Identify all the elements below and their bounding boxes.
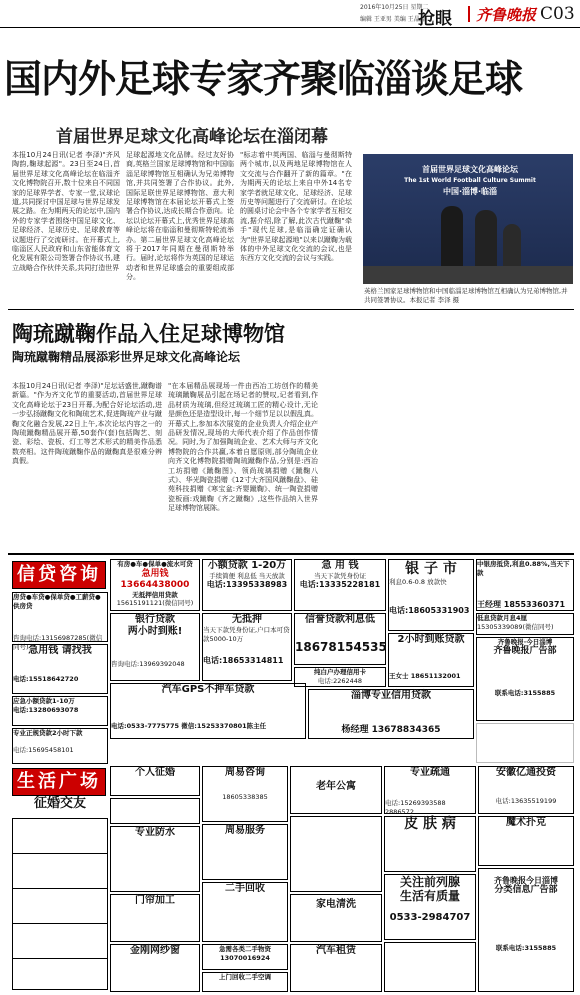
ad-phone: 13070016924 <box>220 953 270 962</box>
banner-line3: 中国·淄博·临淄 <box>442 187 498 196</box>
ad-box <box>294 559 386 611</box>
ad-phone: 联系电话:3155885 <box>494 689 556 697</box>
ad-box <box>202 944 288 970</box>
ad-title: 急需各类二手物资 <box>219 945 271 953</box>
ad-box <box>388 633 474 687</box>
divider <box>8 553 574 555</box>
ad-box <box>202 559 292 611</box>
ad-phone: 咨询电话:13156987285(微信同号) <box>13 634 103 651</box>
ad-box <box>308 689 474 739</box>
ad-phone: 电话:13635519199 <box>495 797 557 805</box>
ad-title: 魔术扑克 <box>506 817 546 828</box>
ad-box <box>290 894 382 942</box>
ad-phone: 电话:13395338983 <box>206 579 288 589</box>
ad-subtitle: 无抵押信用贷款 <box>132 590 178 599</box>
divider <box>8 309 574 310</box>
ad-phone: 15615191121(微信同号) <box>116 599 194 607</box>
ad-box <box>110 613 200 681</box>
ad-phone: 王女士 18651132001 <box>389 672 461 680</box>
ad-title: 皮 肤 病 <box>404 816 456 832</box>
ad-title: 急 用 钱 <box>321 560 359 571</box>
ad-text: 当天下款凭身份证 <box>314 572 366 580</box>
article2-title: 陶琉蹴鞠作品入住足球博物馆 <box>12 322 285 346</box>
ad-phone: 杨经理 13678834365 <box>341 725 441 735</box>
ad-box <box>12 798 108 818</box>
ad-box <box>202 972 288 992</box>
ad-column <box>12 818 108 990</box>
ad-title: 门帘加工 <box>135 895 175 906</box>
ad-title: 个人征婚 <box>135 767 175 778</box>
ad-title: 齐鲁晚报·今日淄博 <box>497 638 553 646</box>
ad-title: 汽车租赁 <box>316 945 356 956</box>
banner-line1: 首届世界足球文化高峰论坛 <box>422 165 518 174</box>
category-xindai: 信贷咨询 <box>12 561 106 589</box>
ad-phone: 急用钱13664438000 <box>120 568 190 590</box>
ad-title: 关注前列腺 <box>399 875 460 889</box>
ad-title: 周易服务 <box>225 825 265 836</box>
ad-title: 专业疏通 <box>410 767 450 778</box>
ad-box <box>476 637 574 721</box>
ad-title: 应急小额贷款1-10万 <box>13 697 75 705</box>
ad-phone: 电话:2262448 <box>317 676 363 685</box>
header-separator <box>468 6 470 22</box>
photo-podium <box>363 266 573 284</box>
ad-box <box>202 882 288 942</box>
ad-title: 小额贷款 1-20万 <box>207 560 287 571</box>
ad-title: 征婚交友 <box>33 796 86 811</box>
ad-box <box>384 816 476 872</box>
ad-phone: 15305339089(微信同号) <box>477 622 554 631</box>
ad-title: 家电清洗 <box>316 899 356 910</box>
headline: 国内外足球专家齐聚临淄谈足球 <box>4 57 523 101</box>
ad-title: 2小时到账贷款 <box>397 634 465 645</box>
newspaper-logo: 齐鲁晚报 <box>476 6 537 24</box>
article1-col3: "标志着中英两国、临淄与曼彻斯特两个城市,以及两地足球博物馆在人文交流与合作翻开了新的篇章。"在为期两天的论坛上来自中外14名专家学者就足球文化、足球经济、足球历史等问题进行了交流研讨。在论坛的圆桌讨论会中各个专家学者互相交流,据介绍,除了解,此次古代蹴鞠"牵手"现代足球,是临淄确定证确认为"世界足球起源地"以来以蹴鞠为载体的中外足球文化交流的会议,也是东西方文化交流的会议与实践。 <box>240 151 352 263</box>
ad-box <box>110 766 200 796</box>
ad-box <box>110 683 306 739</box>
ad-title: 急用钱 请找我 <box>28 645 92 656</box>
ad-box <box>110 894 200 942</box>
ad-title: 有房●车●保单●流水可贷 <box>117 560 193 568</box>
ad-text: 当天下款凭身份证,户口本可贷款5000-10万 <box>203 626 290 643</box>
ad-title: 房贷●车贷●保单贷●工薪贷●供房贷 <box>13 593 101 610</box>
ad-box <box>12 696 108 726</box>
ad-title: 中银房抵贷,利息0.88%,当天下款 <box>477 560 570 577</box>
ad-box <box>478 816 574 866</box>
ad-subtitle: 生活有质量 <box>399 889 460 903</box>
ad-phone: 联系电话:3155885 <box>495 944 557 952</box>
article2-col1: 本报10月24日讯(记者 李泽)"足坛话盛世,蹴鞠谱新篇。"作为齐文化节的重要活动,首届世界足球文化高峰论坛于23日开幕,为配合好论坛活动,进一步弘扬蹴鞠文化和陶琉艺术,促进陶琉产业与蹴鞠文化融合发展,22日上午,本次论坛内容之一的陶琉蹴鞠精品展开幕,50套作(套)包括陶艺、刻瓷、彩绘、瓷板、灯工等艺术形式的精美作品悉数亮相。这件陶琉蹴鞠作品的蹴鞠真是很难分辨真假。 <box>12 382 162 466</box>
ad-phone: 0533-2984707 <box>389 912 471 923</box>
ad-box <box>12 728 108 764</box>
article2-subtitle: 陶琉蹴鞠精品展添彩世界足球文化高峰论坛 <box>12 350 241 364</box>
ad-phone: 18605338385 <box>222 793 268 801</box>
ad-box <box>202 824 288 880</box>
ad-title: 淄博专业信用贷款 <box>351 690 431 701</box>
ad-title: 专业防水 <box>135 827 175 838</box>
ad-box <box>202 613 292 681</box>
ad-phone: 电话:15269393588 2886572 <box>385 799 446 816</box>
category-shenghuo: 生活广场 <box>12 768 106 796</box>
ad-box <box>476 613 574 635</box>
ad-title: 银行贷款 <box>135 614 175 625</box>
ad-box <box>202 766 288 822</box>
ad-box <box>384 874 476 940</box>
ad-box <box>384 766 476 814</box>
ad-box <box>294 613 386 665</box>
ad-phone: 王经理 18553360371 <box>477 600 566 609</box>
ad-title: 银 子 市 <box>405 561 457 577</box>
photo-caption: 英格兰国家足球博物馆和中国临淄足球博物馆互相确认为兄弟博物馆,并共同签署协议。本报记者 李泽 摄 <box>364 287 568 304</box>
editor-credit: 编辑 王亚男 美编 王晶晶 <box>360 16 426 23</box>
ad-box <box>478 868 574 992</box>
article1-col1: 本报10月24日讯(记者 李泽)"齐风陶韵,鞠球起源"。23日至24日,首届世界足球文化高峰论坛在临淄齐文化博物院召开,数十位来自不同国家的足球界学者、专家一堂,议球论道,共同探讨中国足球与世界足球发展之路。在为期两天的论坛中,国内外的专家学者围绕中国足球文化、足球经济、足球历史、足球教育等议题进行了交流研讨。在开幕式上,临淄区人民政府和山东省能体育文化发展有限公司签署合作协议书,建立战略合作伙伴关系,共同打造世界 <box>12 151 120 272</box>
ad-title: 老年公寓 <box>316 781 356 792</box>
ad-title: 汽车GPS不押车贷款 <box>161 684 255 695</box>
ad-phone: 电话:15695458101 <box>13 745 74 754</box>
ad-title: 二手回收 <box>225 883 265 894</box>
ad-box <box>110 944 200 992</box>
ad-title: 信誉贷款利息低 <box>305 614 375 625</box>
headline-subtitle: 首届世界足球文化高峰论坛在淄闭幕 <box>56 127 328 147</box>
ad-text: 手续简便 利息低 当天放款 <box>209 572 285 580</box>
ad-phone: 电话:15518642720 <box>13 675 79 683</box>
ad-box <box>476 723 574 763</box>
ad-title: 金刚网纱窗 <box>130 945 180 956</box>
ad-phone: 电话:18653314811 <box>203 656 284 665</box>
ad-box <box>290 766 382 814</box>
ad-phone: 18678154535 <box>295 640 387 654</box>
ad-text: 利息0.6-0.8 放款快 <box>389 578 447 586</box>
ad-box <box>290 944 382 992</box>
ad-title: 专业正规贷款2小时下款 <box>13 729 83 737</box>
ad-subtitle: 两小时到账! <box>127 626 183 637</box>
section-title: 抢眼 <box>418 9 452 29</box>
ad-subtitle: 齐鲁晚报广告部 <box>493 645 557 656</box>
ad-subtitle: 分类信息广告部 <box>494 884 558 895</box>
ad-box <box>12 644 108 694</box>
ad-phone: 电话:13335228181 <box>299 579 381 589</box>
article1-col2: 足球起源地文化品牌。经过友好协商,英格兰国家足球博物馆和中国临淄足球博物馆互相确认为兄弟博物馆,并共同签署了合作协议。此外,国际足联世界足球博物馆、意大利足球博物馆在本届论坛开幕式上签署合作协议,达成长期合作意向。论坛以论坛开幕式上,优秀世界足球高峰论坛将在临淄和曼彻斯特轮流举办。第二届世界足球文化高峰论坛将于2017年同期在曼彻斯特举行。届时,论坛将作为英国的足球运动者和世界足球盛会的重要组成部分。 <box>126 151 234 282</box>
ad-title: 无抵押 <box>232 614 262 625</box>
ad-box <box>294 667 386 687</box>
ad-phone: 电话:13280693078 <box>13 705 79 714</box>
ad-title: 低息贷款月息4厘 <box>477 614 528 622</box>
ad-phone: 电话:0533-7775775 微信:15253370801陈主任 <box>111 722 267 730</box>
ad-phone: 电话:18605331903 <box>389 605 470 615</box>
ad-box <box>476 559 574 611</box>
ad-box <box>384 942 476 992</box>
ad-phone: 咨询电话:13969392048 <box>111 660 185 668</box>
banner-line2: The 1st World Football Culture Summit <box>404 177 536 184</box>
ad-box <box>110 559 200 611</box>
ad-box <box>388 559 474 631</box>
article2-col2: "在本届精品展现场一件由西冶工坊创作的精美琉璃蹴鞠展品引起在场记者的赞叹,记者看到,作品材质为琉璃,但经过琉璃工匠的精心设计,无论是颜色还是造型设计,每一个细节足以以假乱真。开幕式上,参加本次展览的企业负责人介绍企业产品研发情况,现场的大师代表介绍了作品创作情况。同时,为了加强陶琉企业、艺术大师与齐文化博物院的合作共赢,本着自愿原则,部分陶琉企业向齐文化博物院捐赠陶琉蹴鞠作品,分别是:西冶工坊捐赠《蹴鞠图》、领尚琉璃捐赠《蹴鞠八式》、华光陶瓷捐赠《12寸大齐国风蹴鞠盘》、硅苑科技捐赠《寒宝盆:齐婴蹴鞠》、统一陶瓷捐赠瓷板画:戏蹴鞠《齐之蹴鞠》,这些作品纳入世界足球博物馆展陈。 <box>168 382 318 513</box>
ad-title: 齐鲁晚报今日淄博 <box>494 876 558 885</box>
ad-title: 上门回收二手空调 <box>219 973 271 981</box>
issue-date: 2016年10月25日 星期二 <box>360 4 429 11</box>
page-number: C03 <box>540 4 575 24</box>
ad-title: 安徽亿通投资 <box>496 767 556 778</box>
photo-banner <box>385 164 555 204</box>
ad-title: 纯白户办理信用卡 <box>314 668 366 676</box>
ad-box <box>478 766 574 814</box>
ad-box <box>110 798 200 824</box>
news-photo <box>363 154 573 284</box>
ad-title: 周易咨询 <box>225 767 265 778</box>
ad-box <box>110 826 200 892</box>
ad-box <box>290 816 382 892</box>
